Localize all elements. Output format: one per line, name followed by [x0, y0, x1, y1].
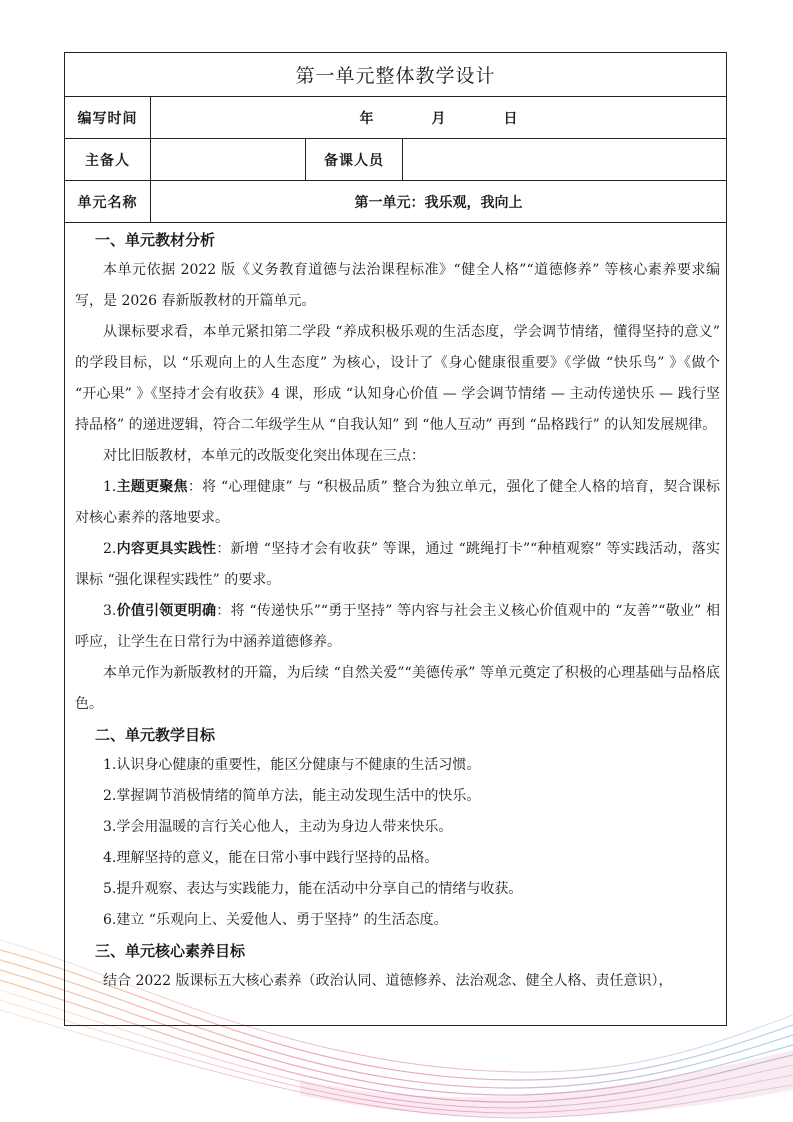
- change-point-1: 1.主题更聚焦：将 “心理健康” 与 “积极品质” 整合为独立单元，强化了健全人格的培育，契合课标对核心素养的落地要求。: [75, 479, 721, 526]
- section-1-paragraph: 本单元作为新版教材的开篇，为后续 “自然关爱”“美德传承” 等单元奠定了积极的心理基础与品格底色。: [75, 665, 721, 712]
- goal-item: 3.学会用温暖的言行关心他人，主动为身边人带来快乐。: [103, 819, 453, 835]
- content-body: [65, 223, 727, 1026]
- goal-item: 6.建立 “乐观向上、关爱他人、勇于坚持” 的生活态度。: [103, 912, 448, 928]
- date-month-label: 月: [431, 110, 446, 127]
- host-label: 主备人: [65, 139, 151, 181]
- date-day-label: 日: [503, 110, 518, 127]
- lesson-design-table: [64, 52, 727, 1026]
- prep-staff-label: 备课人员: [306, 139, 403, 181]
- write-time-label: 编写时间: [65, 97, 151, 139]
- section-1-paragraph: 本单元依据 2022 版《义务教育道德与法治课程标准》“健全人格”“道德修养” 等核心素养要求编写，是 2026 春新版教材的开篇单元。: [75, 262, 721, 309]
- unit-name-label: 单元名称: [65, 181, 151, 223]
- section-1-heading: 一、单元教材分析: [95, 231, 216, 249]
- prep-staff-field[interactable]: [403, 139, 727, 181]
- section-1-paragraph: 从课标要求看，本单元紧扣第二学段 “养成积极乐观的生活态度，学会调节情绪，懂得坚持的意义” 的学段目标，以 “乐观向上的人生态度” 为核心，设计了《身心健康很重要》《学做 “快乐鸟” 》《做个 “开心果” 》《坚持才会有收获》4 课，形成 “认知身心价值 — 学会调节情绪 — 主动传递快乐 — 践行坚持品格” 的递进逻辑，符合二年级学生从 “自我认知” 到 “他人互动” 再到 “品格践行” 的认知发展规律。: [75, 324, 721, 433]
- goal-item: 2.掌握调节消极情绪的简单方法，能主动发现生活中的快乐。: [103, 788, 481, 804]
- write-time-field[interactable]: [151, 97, 727, 139]
- host-field[interactable]: [151, 139, 306, 181]
- document-title: 第一单元整体教学设计: [65, 53, 727, 97]
- change-point-3: 3.价值引领更明确：将 “传递快乐”“勇于坚持” 等内容与社会主义核心价值观中的 “友善”“敬业” 相呼应，让学生在日常行为中涵养道德修养。: [75, 603, 721, 650]
- change-point-2: 2.内容更具实践性：新增 “坚持才会有收获” 等课，通过 “跳绳打卡”“种植观察” 等实践活动，落实课标 “强化课程实践性” 的要求。: [75, 541, 721, 588]
- unit-name-value: 第一单元：我乐观，我向上: [151, 181, 727, 223]
- section-2-heading: 二、单元教学目标: [95, 726, 216, 744]
- goal-item: 5.提升观察、表达与实践能力，能在活动中分享自己的情绪与收获。: [103, 881, 523, 897]
- section-3-paragraph: 结合 2022 版课标五大核心素养（政治认同、道德修养、法治观念、健全人格、责任意识），: [103, 973, 673, 989]
- goal-item: 4.理解坚持的意义，能在日常小事中践行坚持的品格。: [103, 850, 439, 866]
- section-1-paragraph: 对比旧版教材，本单元的改版变化突出体现在三点：: [103, 448, 425, 464]
- goal-item: 1.认识身心健康的重要性，能区分健康与不健康的生活习惯。: [103, 757, 481, 773]
- date-year-label: 年: [359, 110, 374, 127]
- section-3-heading: 三、单元核心素养目标: [95, 942, 246, 960]
